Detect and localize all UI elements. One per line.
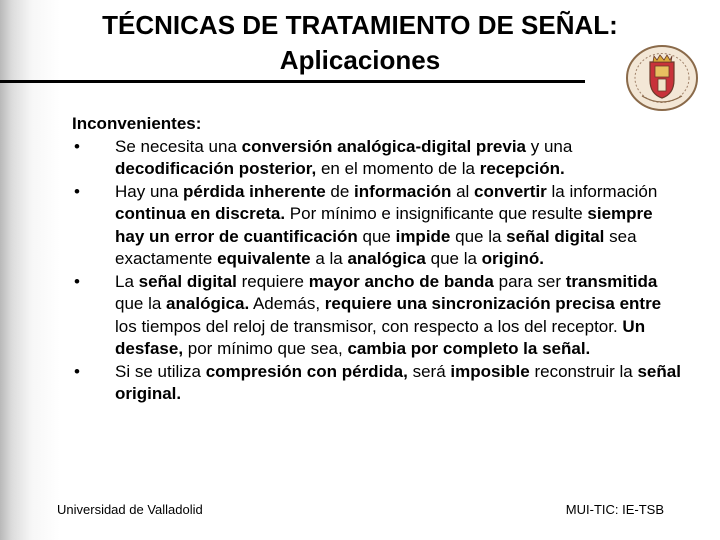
body-text: será — [407, 361, 451, 381]
body-text: La — [115, 271, 139, 291]
body-text: Por mínimo e insignificante que resulte — [285, 204, 588, 223]
emphasis-text: conversión analógica-digital previa — [241, 136, 527, 156]
emphasis-text: información — [354, 181, 452, 201]
body-text: Se necesita una — [115, 136, 242, 156]
title-line-2: Aplicaciones — [279, 45, 441, 75]
title-line-1: TÉCNICAS DE TRATAMIENTO DE SEÑAL: — [102, 10, 618, 40]
body-text: para ser — [493, 271, 566, 291]
university-seal-icon — [624, 44, 700, 112]
emphasis-text: cambia por completo la señal. — [347, 339, 591, 358]
emphasis-text: imposible — [450, 361, 530, 381]
emphasis-text: analógica — [347, 249, 426, 268]
bullet-marker: • — [74, 136, 80, 156]
body-text: los tiempos del reloj de transmisor, con respecto a los del receptor. — [115, 316, 623, 336]
body-text: requiere — [236, 271, 309, 291]
emphasis-text: pérdida inherente — [183, 181, 326, 201]
content-heading: Inconvenientes: — [72, 114, 202, 133]
body-text: reconstruir la — [529, 361, 638, 381]
emphasis-text: señal original. — [115, 361, 681, 403]
title-underline — [0, 80, 585, 83]
emphasis-text: Un desfase, — [115, 316, 646, 358]
bullet-item — [72, 361, 682, 406]
emphasis-text: recepción. — [479, 159, 565, 178]
emphasis-text: requiere una sincronización precisa entre — [324, 294, 662, 313]
emphasis-text: originó. — [481, 249, 544, 268]
slide-title — [60, 8, 660, 78]
emphasis-text: equivalente — [217, 249, 311, 268]
emphasis-text: analógica. — [166, 294, 250, 313]
body-text: Además, — [249, 294, 325, 313]
bullet-marker: • — [74, 271, 80, 291]
emphasis-text: impide — [395, 226, 451, 246]
emphasis-text: continua en discreta. — [115, 204, 286, 223]
body-text: sea exactamente — [115, 226, 637, 268]
emphasis-text: señal digital — [506, 226, 605, 246]
bullet-item — [72, 271, 682, 361]
content-body — [72, 113, 682, 406]
body-text: Hay una — [115, 181, 184, 201]
body-text: en el momento de la — [316, 159, 480, 178]
body-text: que — [357, 226, 396, 246]
body-text: que la — [450, 226, 507, 246]
body-text: y una — [526, 136, 573, 156]
emphasis-text: siempre hay un error de cuantificación — [115, 204, 653, 246]
emphasis-text: señal digital — [138, 271, 237, 291]
body-text: la información — [546, 181, 658, 201]
footer-institution: Universidad de Valladolid — [57, 502, 203, 517]
body-text: que la — [425, 249, 482, 268]
bullet-list — [72, 136, 682, 406]
emphasis-text: mayor ancho de banda — [308, 271, 494, 291]
bullet-item — [72, 136, 682, 181]
emphasis-text: transmitida — [565, 271, 658, 291]
bullet-item — [72, 181, 682, 271]
footer-course: MUI-TIC: IE-TSB — [565, 502, 664, 517]
body-text: al — [451, 181, 475, 201]
body-text: que la — [115, 294, 167, 313]
body-text: a la — [310, 249, 348, 268]
body-text: de — [325, 181, 355, 201]
emphasis-text: decodificación posterior, — [115, 159, 317, 178]
bullet-marker: • — [74, 361, 80, 381]
bullet-marker: • — [74, 181, 80, 201]
emphasis-text: convertir — [474, 181, 547, 201]
body-text: por mínimo que sea, — [183, 339, 348, 358]
body-text: Si se utiliza — [115, 361, 206, 381]
emphasis-text: compresión con pérdida, — [205, 361, 408, 381]
